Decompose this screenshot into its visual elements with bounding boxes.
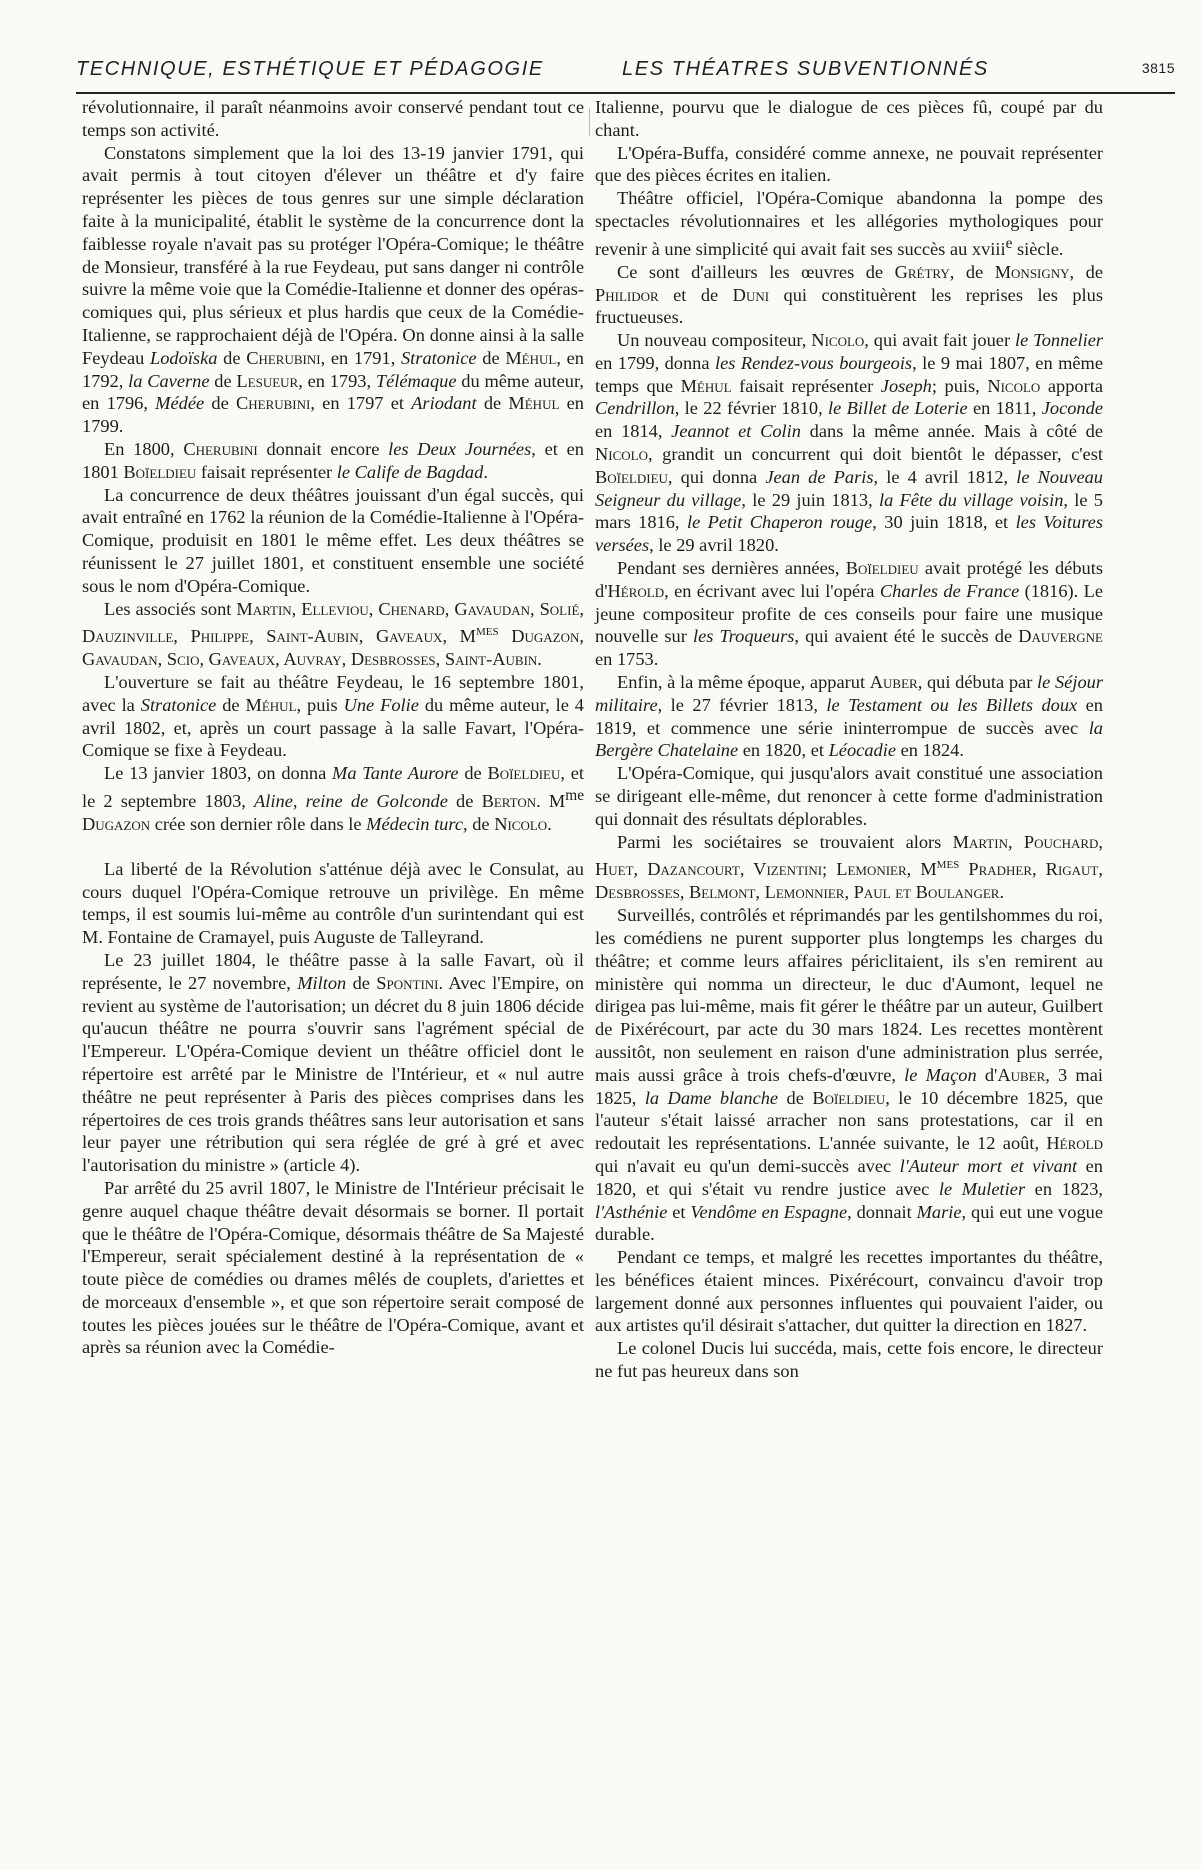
paragraph: Enfin, à la même époque, apparut Auber, qui débuta par le Séjour militaire, le 27 février 1813, le Testament ou les Billets doux en 1819, et commence une série ininterrompue de succès avec la Bergère Chatelaine en 1820, et Léocadie en 1824.: [595, 672, 1103, 761]
right-column: [595, 96, 1103, 1383]
paragraph: révolutionnaire, il paraît néanmoins avoir conservé pendant tout ce temps son activité.: [82, 97, 584, 140]
left-column: [82, 96, 584, 1359]
paragraph: En 1800, Cherubini donnait encore les Deux Journées, et en 1801 Boïeldieu faisait représenter le Calife de Bagdad.: [82, 438, 584, 482]
paragraph: Le colonel Ducis lui succéda, mais, cette fois encore, le directeur ne fut pas heureux dans son: [595, 1338, 1103, 1382]
paragraph: Théâtre officiel, l'Opéra-Comique abandonna la pompe des spectacles révolutionnaires et les allégories mythologiques pour revenir à une simplicité qui avait fait ses succès au xviii$^e$ siècle.: [595, 188, 1103, 259]
paragraph: Les associés sont Martin, Elleviou, Chenard, Gavaudan, Solié, Dauzinville, Philippe, Saint-Aubin, Gaveaux, $M^{mes}$ Dugazon, Gavaudan, Scio, Gaveaux, Auvray, Desbrosses, Saint-Aubin.: [82, 598, 584, 670]
paragraph: L'Opéra-Buffa, considéré comme annexe, ne pouvait représenter que des pièces écrites en italien.: [595, 142, 1103, 186]
paragraph: La liberté de la Révolution s'atténue déjà avec le Consulat, au cours duquel l'Opéra-Comique retrouve un privilège. En même temps, il est soumis lui-même au contrôle d'un surintendant qui est M. Fontaine de Cramayel, puis Auguste de Talleyrand.: [82, 858, 584, 948]
paragraph: Ce sont d'ailleurs les œuvres de Grétry, de Monsigny, de Philidor et de Duni qui constituèrent les reprises les plus fructueuses.: [595, 261, 1103, 328]
paragraph: L'ouverture se fait au théâtre Feydeau, le 16 septembre 1801, avec la Stratonice de Méhul, puis Une Folie du même auteur, le 4 avril 1802, et, après un court passage à la salle Favart, l'Opéra-Comique se fixe à Feydeau.: [82, 672, 584, 761]
paragraph: L'Opéra-Comique, qui jusqu'alors avait constitué une association se dirigeant elle-même, dut renoncer à cette forme d'administration qui donnait des résultats déplorables.: [595, 763, 1103, 829]
running-header: [76, 56, 1175, 94]
paragraph: Par arrêté du 25 avril 1807, le Ministre de l'Intérieur précisait le genre auquel chaque théâtre devait désormais se borner. Il portait que le théâtre de l'Opéra-Comique, désormais théâtre de Sa Majesté l'Empereur, serait spécialement destiné à la représentation de « toute pièce de comédies ou drames mêlés de couplets, d'ariettes et de morceaux d'ensemble », et que son répertoire serait composé de toutes les pièces jouées sur le théâtre de l'Opéra-Comique, avant et après sa réunion avec la Comédie-: [82, 1177, 584, 1358]
column-divider: [589, 108, 590, 136]
paragraph: Le 13 janvier 1803, on donna Ma Tante Aurore de Boïeldieu, et le 2 septembre 1803, Aline, reine de Golconde de Berton. $M^{me}$ Dugazon crée son dernier rôle dans le Médecin turc, de Nicolo.: [82, 763, 584, 834]
paragraph: Constatons simplement que la loi des 13-19 janvier 1791, qui avait permis à tout citoyen d'élever un théâtre et d'y faire représenter les pièces de tous genres sur une simple déclaration faite à la municipalité, établit le système de la concurrence dont la faiblesse royale n'avait pas su protéger l'Opéra-Comique; le théâtre de Monsieur, transféré à la rue Feydeau, put sans danger ni contrôle suivre la même voie que la Comédie-Italienne et donner des opéras-comiques qui, plus sérieux et plus hardis que ceux de la Comédie-Italienne, se rapprochaient déjà de l'Opéra. On donne ainsi à la salle Feydeau Lodoïska de Cherubini, en 1791, Stratonice de Méhul, en 1792, la Caverne de Lesueur, en 1793, Télémaque du même auteur, en 1796, Médée de Cherubini, en 1797 et Ariodant de Méhul en 1799.: [82, 142, 584, 437]
paragraph: La concurrence de deux théâtres jouissant d'un égal succès, qui avait entraîné en 1762 la réunion de la Comédie-Italienne à l'Opéra-Comique, produisit en 1801 le même effet. Les deux théâtres se réunissent le 27 juillet 1801, et constituent ensemble une société sous le nom d'Opéra-Comique.: [82, 484, 584, 596]
header-left-title: TECHNIQUE, ESTHÉTIQUE ET PÉDAGOGIE: [76, 58, 544, 80]
paragraph: Pendant ce temps, et malgré les recettes importantes du théâtre, les bénéfices étaient minces. Pixérécourt, convaincu d'avoir trop largement donné aux personnes influentes qui pouvaient l'aider, ou aux artistes qu'il désirait s'attacher, dut quitter la direction en 1827.: [595, 1247, 1103, 1336]
paragraph: Surveillés, contrôlés et réprimandés par les gentilshommes du roi, les comédiens ne purent supporter plus longtemps les charges du théâtre; et comme leurs affaires périclitaient, ils s'en remirent au ministère qui nomma un directeur, le duc d'Aumont, lequel ne dirigea pas lui-même, mais fit gérer le théâtre par un auteur, Guilbert de Pixérécourt, par acte du 30 mars 1824. Les recettes montèrent aussitôt, non seulement en raison d'une administration plus serrée, mais aussi grâce à trois chefs-d'œuvre, le Maçon d'Auber, 3 mai 1825, la Dame blanche de Boïeldieu, le 10 décembre 1825, que l'auteur s'était laissé arracher non sans protestations, car il en redoutait les représentations. L'année suivante, le 12 août, Hérold qui n'avait eu qu'un demi-succès avec l'Auteur mort et vivant en 1820, et qui s'était vu rendre justice avec le Muletier en 1823, l'Asthénie et Vendôme en Espagne, donnait Marie, qui eut une vogue durable.: [595, 905, 1104, 1245]
header-right-title: LES THÉATRES SUBVENTIONNÉS: [622, 58, 989, 80]
page-number: 3815: [1141, 60, 1175, 76]
paragraph: Pendant ses dernières années, Boïeldieu avait protégé les débuts d'Hérold, en écrivant avec lui l'opéra Charles de France (1816). Le jeune compositeur profite de ces conseils pour faire une musique nouvelle sur les Troqueurs, qui avaient été le succès de Dauvergne en 1753.: [595, 558, 1103, 670]
paragraph: Le 23 juillet 1804, le théâtre passe à la salle Favart, où il représente, le 27 novembre, Milton de Spontini. Avec l'Empire, on revient au système de l'autorisation; un décret du 8 juin 1806 décide qu'aucun théâtre ne pourra s'ouvrir sans l'agrément spécial de l'Empereur. L'Opéra-Comique devient un théâtre officiel dont le répertoire est arrêté par le Ministre de l'Intérieur, et « nul autre théâtre ne peut représenter à Paris des pièces comprises dans les répertoires de ces trois grands théâtres sans leur autorisation et sans leur payer une rétribution qui sera réglée de gré à gré et avec l'autorisation du ministre » (article 4).: [82, 949, 585, 1176]
paragraph: Parmi les sociétaires se trouvaient alors Martin, Pouchard, Huet, Dazancourt, Vizentini; Lemonier, $M^{mes}$ Pradher, Rigaut, Desbrosses, Belmont, Lemonnier, Paul et Boulanger.: [595, 831, 1104, 903]
paragraph: Un nouveau compositeur, Nicolo, qui avait fait jouer le Tonnelier en 1799, donna les Rendez-vous bourgeois, le 9 mai 1807, en même temps que Méhul faisait représenter Joseph; puis, Nicolo apporta Cendrillon, le 22 février 1810, le Billet de Loterie en 1811, Joconde en 1814, Jeannot et Colin dans la même année. Mais à côté de Nicolo, grandit un concurrent qui doit bientôt le dépasser, c'est Boïeldieu, qui donna Jean de Paris, le 4 avril 1812, le Nouveau Seigneur du village, le 29 juin 1813, la Fête du village voisin, le 5 mars 1816, le Petit Chaperon rouge, 30 juin 1818, et les Voitures versées, le 29 avril 1820.: [595, 330, 1104, 556]
paragraph: Italienne, pourvu que le dialogue de ces pièces fû, coupé par du chant.: [595, 97, 1103, 140]
